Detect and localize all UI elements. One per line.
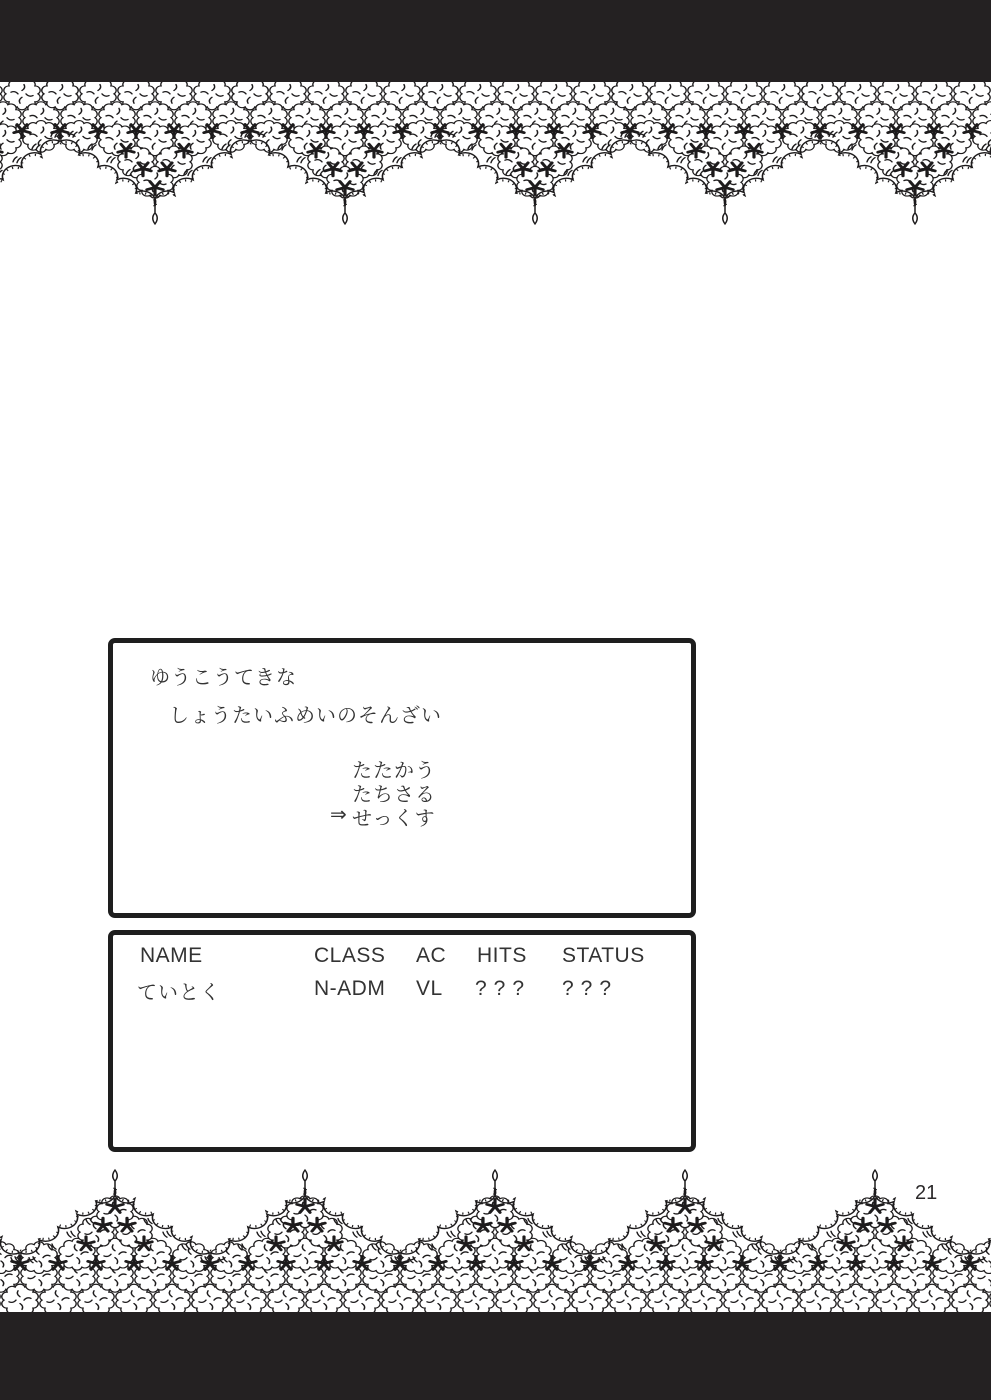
- status-cell-status: ???: [562, 977, 619, 1000]
- bottom-black-bar: [0, 1312, 991, 1400]
- page-number: 21: [915, 1182, 938, 1204]
- status-cell-hits: ???: [475, 977, 532, 1000]
- menu-item-label: せっくす: [352, 808, 436, 830]
- status-cell-class: N-ADM: [314, 977, 386, 1000]
- encounter-line-1: ゆうこうてきな: [150, 667, 297, 689]
- col-header-name: NAME: [140, 944, 203, 967]
- status-cell-name: ていとく: [137, 982, 221, 1004]
- col-header-status: STATUS: [562, 944, 645, 967]
- top-black-bar: [0, 0, 991, 82]
- selection-cursor-icon: ⇒: [330, 804, 347, 826]
- col-header-hits: HITS: [477, 944, 527, 967]
- status-cell-ac: VL: [416, 977, 443, 1000]
- col-header-class: CLASS: [314, 944, 386, 967]
- lace-border-top: [0, 82, 991, 295]
- lace-border-bottom: [0, 1100, 991, 1313]
- battle-menu: [330, 754, 436, 830]
- menu-item-leave: [330, 778, 436, 806]
- menu-item-label: たちさる: [352, 784, 436, 806]
- menu-item-fight: [330, 754, 436, 782]
- encounter-line-2: しょうたいふめいのそんざい: [169, 705, 442, 727]
- col-header-ac: AC: [416, 944, 447, 967]
- menu-item-label: たたかう: [352, 760, 436, 782]
- menu-item-sex: [330, 802, 436, 830]
